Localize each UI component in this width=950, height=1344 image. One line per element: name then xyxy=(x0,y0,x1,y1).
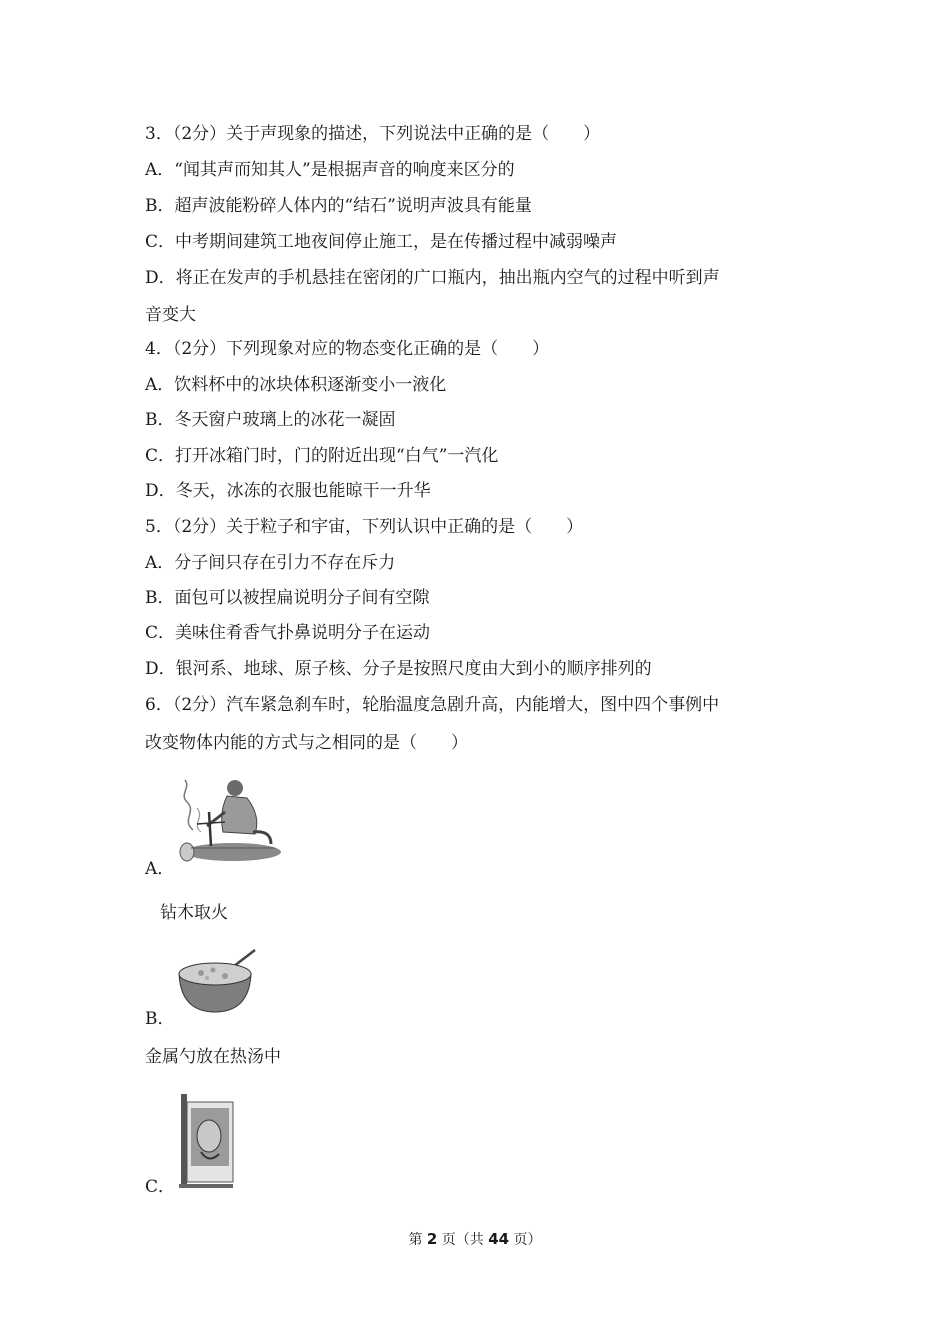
q6-option-a-caption: 钻木取火 xyxy=(160,903,228,923)
q5-stem: 5．（2分）关于粒子和宇宙，下列认识中正确的是（ ） xyxy=(145,517,584,537)
q4-option-b: B．冬天窗户玻璃上的冰花一凝固 xyxy=(145,410,396,430)
q5-option-a: A．分子间只存在引力不存在斥力 xyxy=(145,553,396,573)
q3-option-c: C．中考期间建筑工地夜间停止施工，是在传播过程中减弱噪声 xyxy=(145,232,618,252)
q4-option-c: C．打开冰箱门时，门的附近出现“白气”一汽化 xyxy=(145,446,499,466)
q3-option-d-continued: 音变大 xyxy=(145,305,196,325)
spoon-in-hot-soup-image xyxy=(175,946,260,1016)
heating-apparatus-image xyxy=(177,1092,237,1190)
q3-option-a: A．“闻其声而知其人”是根据声音的响度来区分的 xyxy=(145,160,515,180)
footer-middle: 页（共 xyxy=(437,1232,489,1248)
q6-option-b-caption: 金属勺放在热汤中 xyxy=(145,1047,281,1067)
q3-stem: 3．（2分）关于声现象的描述，下列说法中正确的是（ ） xyxy=(145,124,601,144)
footer-prefix: 第 xyxy=(408,1232,427,1248)
q5-option-b: B．面包可以被捏扁说明分子间有空隙 xyxy=(145,588,430,608)
q5-option-d: D．银河系、地球、原子核、分子是按照尺度由大到小的顺序排列的 xyxy=(145,659,652,679)
page-footer xyxy=(0,1229,950,1250)
q5-option-c: C．美味住肴香气扑鼻说明分子在运动 xyxy=(145,623,431,643)
footer-suffix: 页） xyxy=(509,1232,542,1248)
footer-total-pages: 44 xyxy=(488,1230,510,1248)
q4-stem: 4．（2分）下列现象对应的物态变化正确的是（ ） xyxy=(145,339,550,359)
footer-page-number: 2 xyxy=(426,1230,438,1248)
q6-stem: 6．（2分）汽车紧急刹车时，轮胎温度急剧升高，内能增大，图中四个事例中 xyxy=(145,695,720,715)
q6-stem-continued: 改变物体内能的方式与之相同的是（ ） xyxy=(145,733,468,753)
q3-option-d: D．将正在发声的手机悬挂在密闭的广口瓶内，抽出瓶内空气的过程中听到声 xyxy=(145,268,720,288)
q6-option-a-letter: A． xyxy=(145,859,175,879)
q3-option-b: B．超声波能粉碎人体内的“结石”说明声波具有能量 xyxy=(145,196,532,216)
q6-option-b-letter: B． xyxy=(145,1009,175,1029)
q4-option-a: A．饮料杯中的冰块体积逐渐变小一液化 xyxy=(145,375,447,395)
drilling-wood-fire-image xyxy=(175,772,285,867)
q4-option-d: D．冬天，冰冻的衣服也能晾干一升华 xyxy=(145,481,431,501)
q6-option-c-letter: C． xyxy=(145,1177,176,1197)
